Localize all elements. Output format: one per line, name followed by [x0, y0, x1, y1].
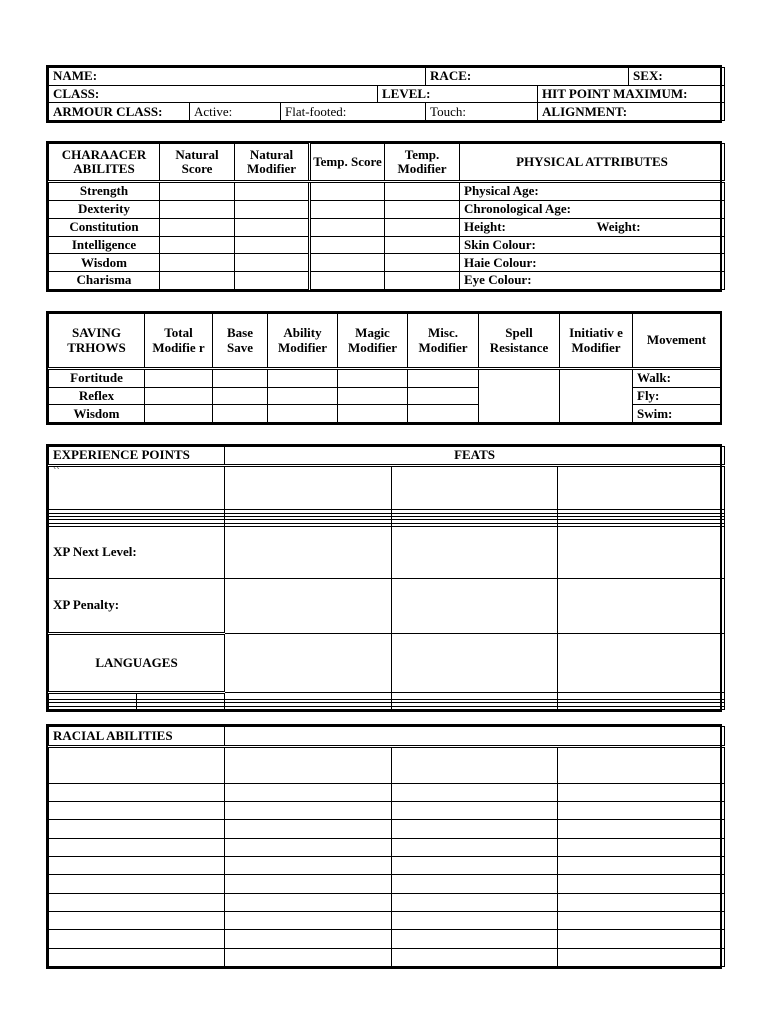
racial-cell[interactable] — [225, 856, 392, 874]
language-cell[interactable] — [137, 692, 225, 699]
racial-cell[interactable] — [392, 820, 558, 838]
feat-cell[interactable] — [392, 578, 558, 633]
save-cell[interactable] — [338, 405, 408, 423]
saving-throws-block — [46, 311, 722, 425]
racial-abilities-title: RACIAL ABILITIES — [49, 727, 225, 747]
racial-cell[interactable] — [392, 911, 558, 929]
col-initiative-modifier: Initiativ e Modifier — [560, 314, 633, 369]
feat-cell[interactable] — [392, 706, 558, 709]
racial-cell[interactable] — [392, 875, 558, 893]
ability-row-label: Intelligence — [49, 236, 160, 254]
level-field[interactable]: LEVEL: — [378, 85, 538, 103]
racial-cell[interactable] — [49, 747, 225, 784]
class-field[interactable]: CLASS: — [49, 85, 378, 103]
feat-cell[interactable] — [225, 692, 392, 699]
feat-cell[interactable] — [225, 527, 392, 579]
save-cell[interactable] — [268, 405, 338, 423]
racial-cell[interactable] — [49, 838, 225, 856]
feat-cell[interactable] — [225, 466, 392, 510]
ability-cell[interactable] — [160, 236, 235, 254]
save-cell[interactable] — [213, 387, 268, 405]
ability-cell[interactable] — [310, 218, 385, 236]
feat-cell[interactable] — [225, 634, 392, 693]
feat-cell[interactable] — [558, 466, 725, 510]
ability-cell[interactable] — [310, 236, 385, 254]
racial-cell[interactable] — [558, 930, 725, 948]
racial-cell[interactable] — [558, 820, 725, 838]
feat-cell[interactable] — [392, 634, 558, 693]
save-cell[interactable] — [408, 405, 479, 423]
ac-touch-field[interactable]: Touch: — [426, 103, 538, 121]
spell-resistance-field[interactable] — [479, 369, 560, 423]
save-cell[interactable] — [268, 369, 338, 388]
ability-cell[interactable] — [385, 254, 460, 272]
feat-cell[interactable] — [225, 578, 392, 633]
racial-cell[interactable] — [392, 801, 558, 819]
save-row-label: Fortitude — [49, 369, 145, 388]
col-spell-resistance: Spell Resistance — [479, 314, 560, 369]
initiative-field[interactable] — [560, 369, 633, 423]
col-natural-score: Natural Score — [160, 144, 235, 182]
racial-abilities-header-fill — [225, 727, 725, 747]
header-block — [46, 65, 722, 123]
racial-cell[interactable] — [392, 893, 558, 911]
ability-cell[interactable] — [235, 218, 310, 236]
racial-cell[interactable] — [49, 856, 225, 874]
save-row-label: Reflex — [49, 387, 145, 405]
xp-next-level-field[interactable]: XP Next Level: — [49, 527, 225, 579]
ability-row-label: Charisma — [49, 272, 160, 290]
racial-cell[interactable] — [225, 893, 392, 911]
movement-field[interactable]: Fly: — [633, 387, 721, 405]
hp-max-field[interactable]: HIT POINT MAXIMUM: — [538, 85, 725, 103]
ability-cell[interactable] — [235, 182, 310, 201]
feats-title: FEATS — [225, 447, 725, 466]
racial-cell[interactable] — [49, 911, 225, 929]
racial-cell[interactable] — [225, 875, 392, 893]
movement-field[interactable]: Swim: — [633, 405, 721, 423]
ability-row-label: Dexterity — [49, 200, 160, 218]
ability-row-label: Strength — [49, 182, 160, 201]
col-temp-modifier: Temp. Modifier — [385, 144, 460, 182]
save-cell[interactable] — [268, 387, 338, 405]
movement-field[interactable]: Walk: — [633, 369, 721, 388]
experience-points-title: EXPERIENCE POINTS — [49, 447, 225, 466]
feat-cell[interactable] — [558, 634, 725, 693]
racial-abilities-block — [46, 724, 722, 969]
racial-cell[interactable] — [49, 820, 225, 838]
racial-cell[interactable] — [558, 856, 725, 874]
racial-cell[interactable] — [558, 911, 725, 929]
racial-cell[interactable] — [49, 801, 225, 819]
ability-cell[interactable] — [160, 272, 235, 290]
racial-cell[interactable] — [392, 856, 558, 874]
racial-cell[interactable] — [558, 801, 725, 819]
save-cell[interactable] — [213, 405, 268, 423]
racial-cell[interactable] — [49, 930, 225, 948]
ability-cell[interactable] — [385, 182, 460, 201]
racial-cell[interactable] — [49, 948, 225, 966]
xp-penalty-field[interactable]: XP Penalty: — [49, 578, 225, 633]
ability-cell[interactable] — [385, 236, 460, 254]
racial-cell[interactable] — [225, 801, 392, 819]
ability-cell[interactable] — [310, 254, 385, 272]
ability-cell[interactable] — [385, 218, 460, 236]
ability-cell[interactable] — [235, 272, 310, 290]
sex-field[interactable]: SEX: — [629, 68, 725, 86]
language-cell[interactable] — [137, 706, 225, 709]
col-temp-score: Temp. Score — [310, 144, 385, 182]
col-movement: Movement — [633, 314, 721, 369]
save-cell[interactable] — [338, 369, 408, 388]
racial-cell[interactable] — [392, 783, 558, 801]
col-magic-modifier: Magic Modifier — [338, 314, 408, 369]
save-cell[interactable] — [338, 387, 408, 405]
physical-field[interactable]: Eye Colour: — [460, 272, 725, 290]
ac-active-field[interactable]: Active: — [190, 103, 281, 121]
save-cell[interactable] — [408, 369, 479, 388]
languages-title: LANGUAGES — [49, 634, 225, 693]
language-cell[interactable] — [49, 692, 137, 699]
ability-cell[interactable] — [160, 182, 235, 201]
ability-cell[interactable] — [310, 272, 385, 290]
ability-cell[interactable] — [160, 218, 235, 236]
feat-cell[interactable] — [558, 692, 725, 699]
racial-cell[interactable] — [392, 930, 558, 948]
racial-cell[interactable] — [558, 948, 725, 966]
racial-cell[interactable] — [392, 838, 558, 856]
physical-field[interactable]: Chronological Age: — [460, 200, 725, 218]
racial-cell[interactable] — [49, 783, 225, 801]
ability-row-label: Constitution — [49, 218, 160, 236]
physical-field[interactable]: Skin Colour: — [460, 236, 725, 254]
ability-cell[interactable] — [235, 254, 310, 272]
physical-field[interactable]: Haie Colour: — [460, 254, 725, 272]
feat-cell[interactable] — [392, 527, 558, 579]
ability-cell[interactable] — [160, 200, 235, 218]
alignment-field[interactable]: ALIGNMENT: — [538, 103, 725, 121]
abilities-block — [46, 141, 722, 292]
race-field[interactable]: RACE: — [426, 68, 629, 86]
col-character-abilities: CHARAACER ABILITES — [49, 144, 160, 182]
save-cell[interactable] — [408, 387, 479, 405]
racial-cell[interactable] — [558, 783, 725, 801]
ac-flat-footed-field[interactable]: Flat-footed: — [281, 103, 426, 121]
save-cell[interactable] — [213, 369, 268, 388]
ability-cell[interactable] — [235, 236, 310, 254]
racial-cell[interactable] — [558, 893, 725, 911]
ability-cell[interactable] — [310, 200, 385, 218]
racial-cell[interactable] — [225, 783, 392, 801]
experience-feats-block — [46, 444, 722, 712]
col-saving-throws: SAVING TRHOWS — [49, 314, 145, 369]
racial-cell[interactable] — [558, 838, 725, 856]
feat-cell[interactable] — [392, 692, 558, 699]
col-total-modifier: Total Modifie r — [145, 314, 213, 369]
col-ability-modifier: Ability Modifier — [268, 314, 338, 369]
racial-cell[interactable] — [225, 838, 392, 856]
physical-field[interactable]: Physical Age: — [460, 182, 725, 201]
weight-field[interactable]: Weight: — [593, 218, 725, 236]
language-cell[interactable] — [49, 706, 137, 709]
racial-cell[interactable] — [225, 948, 392, 966]
racial-cell[interactable] — [225, 930, 392, 948]
save-cell[interactable] — [145, 387, 213, 405]
save-cell[interactable] — [145, 405, 213, 423]
feat-cell[interactable] — [225, 706, 392, 709]
save-row-label: Wisdom — [49, 405, 145, 423]
ability-cell[interactable] — [235, 200, 310, 218]
ability-cell[interactable] — [385, 200, 460, 218]
ability-cell[interactable] — [310, 182, 385, 201]
ability-cell[interactable] — [385, 272, 460, 290]
racial-cell[interactable] — [49, 893, 225, 911]
racial-cell[interactable] — [392, 747, 558, 784]
armour-class-label: ARMOUR CLASS: — [49, 103, 190, 121]
col-base-save: Base Save — [213, 314, 268, 369]
save-cell[interactable] — [145, 369, 213, 388]
name-field[interactable]: NAME: — [49, 68, 426, 86]
racial-cell[interactable] — [558, 747, 725, 784]
racial-cell[interactable] — [225, 820, 392, 838]
racial-cell[interactable] — [225, 747, 392, 784]
physical-attributes-title: PHYSICAL ATTRIBUTES — [460, 144, 725, 182]
ability-cell[interactable] — [160, 254, 235, 272]
feat-cell[interactable] — [558, 578, 725, 633]
racial-cell[interactable] — [558, 875, 725, 893]
feat-cell[interactable] — [558, 706, 725, 709]
ability-row-label: Wisdom — [49, 254, 160, 272]
xp-line[interactable]: `` — [49, 466, 225, 510]
col-natural-modifier: Natural Modifier — [235, 144, 310, 182]
col-misc-modifier: Misc. Modifier — [408, 314, 479, 369]
racial-cell[interactable] — [392, 948, 558, 966]
racial-cell[interactable] — [49, 875, 225, 893]
physical-field[interactable]: Height: — [460, 218, 593, 236]
racial-cell[interactable] — [225, 911, 392, 929]
feat-cell[interactable] — [392, 466, 558, 510]
feat-cell[interactable] — [558, 527, 725, 579]
